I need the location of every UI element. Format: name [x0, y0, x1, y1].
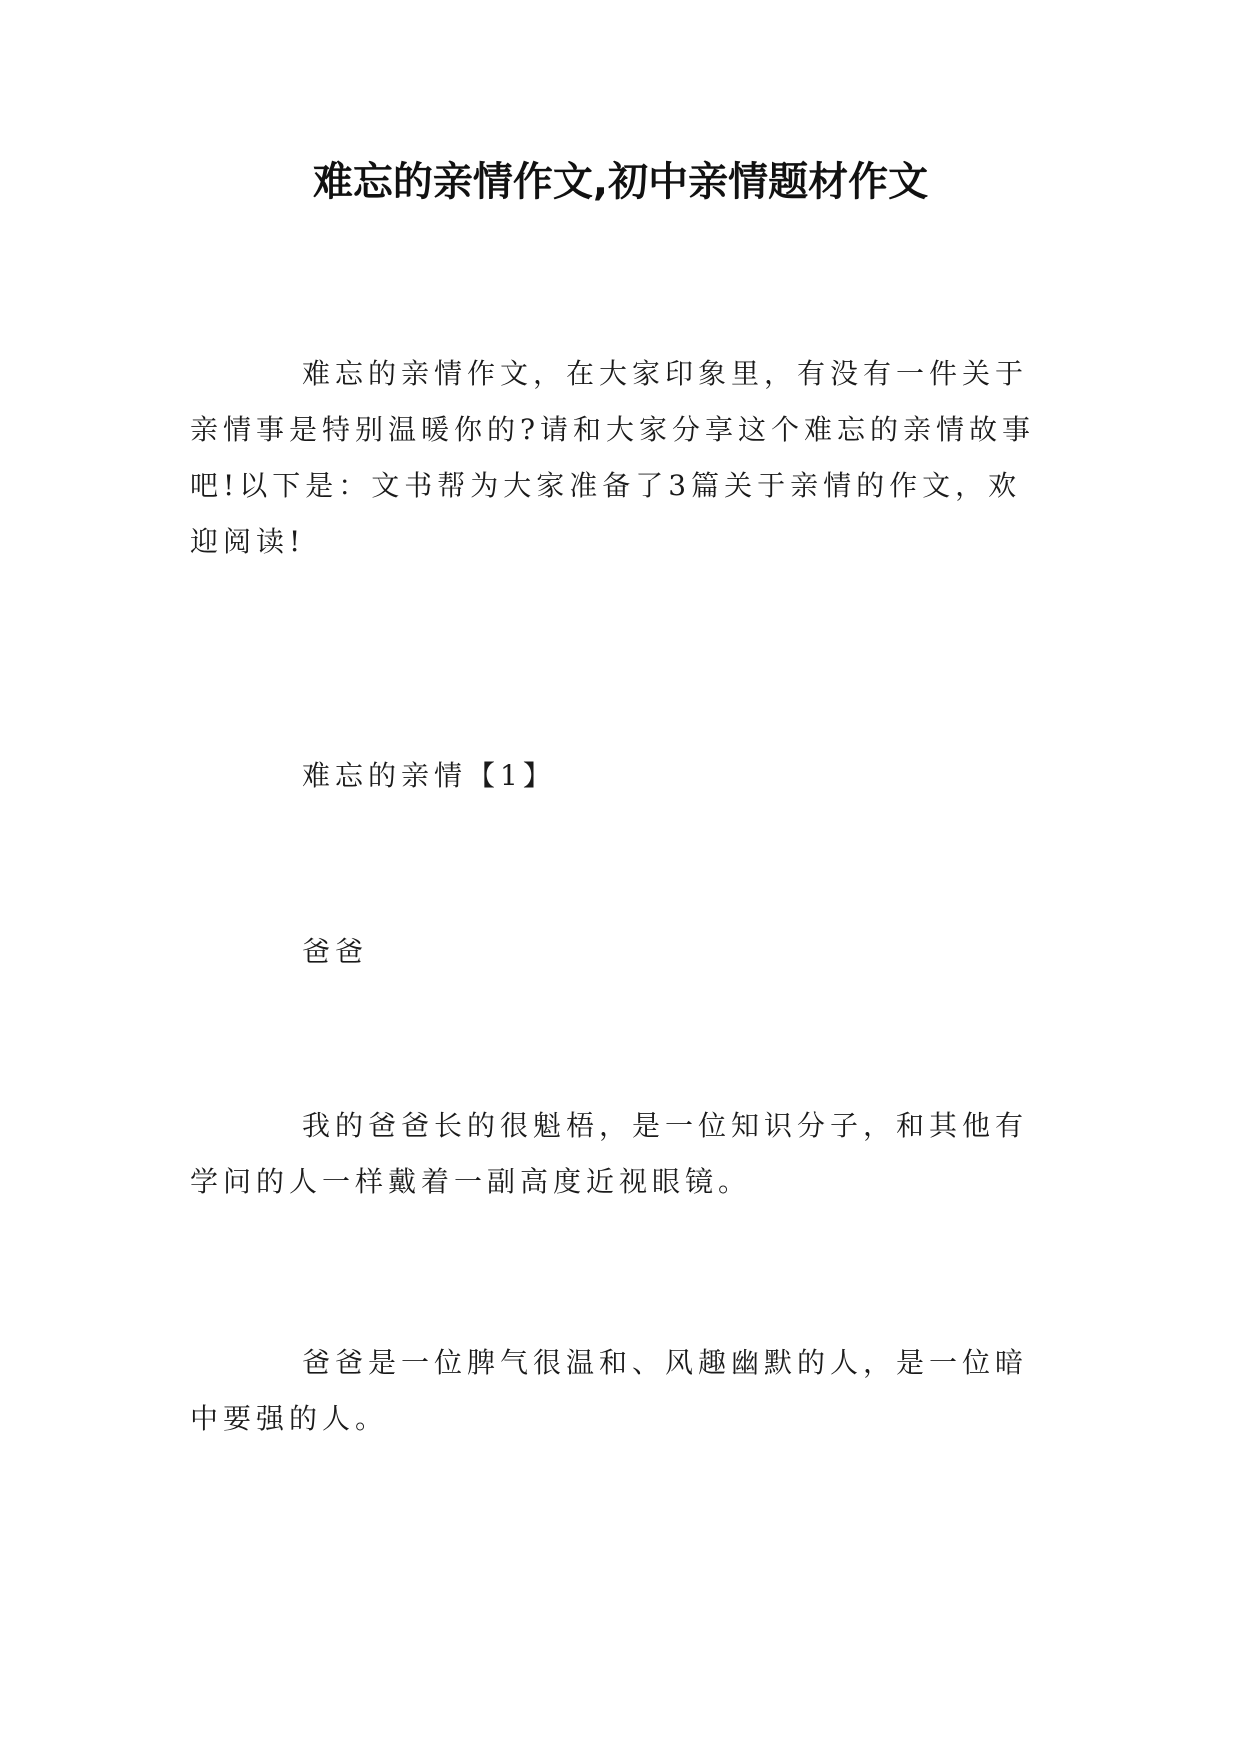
body-paragraph: 爸爸是一位脾气很温和、风趣幽默的人，是一位暗中要强的人。	[190, 1346, 1029, 1435]
essay-title: 爸爸	[302, 935, 369, 968]
body-paragraph: 我的爸爸长的很魁梧，是一位知识分子，和其他有学问的人一样戴着一副高度近视眼镜。	[190, 1109, 1029, 1198]
document-title: 难忘的亲情作文,初中亲情题材作文	[312, 159, 929, 205]
section-heading: 难忘的亲情【1】	[302, 759, 556, 792]
intro-paragraph: 难忘的亲情作文，在大家印象里，有没有一件关于亲情事是特别温暖你的?请和大家分享这个难忘的亲情故事吧!以下是：文书帮为大家准备了3篇关于亲情的作文，欢迎阅读!	[190, 357, 1036, 558]
